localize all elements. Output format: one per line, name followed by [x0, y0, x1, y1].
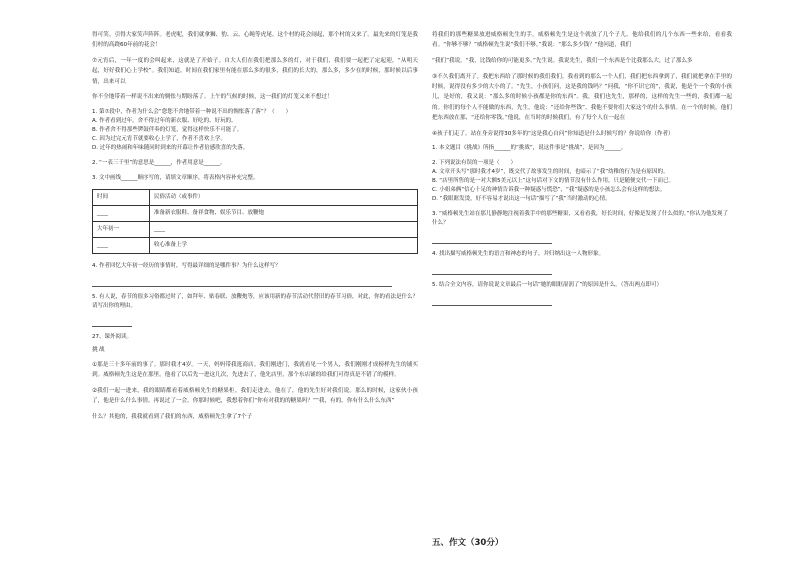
question-r4: 4. 找出描写威格顿先生的语言和神态的句子，并归纳出这一人物形象。	[432, 251, 604, 258]
question-3: 3. 文中画线______顺序写的，请填文章顺序，将表格内容补充完整。	[92, 175, 259, 181]
passage-paragraph: 得可笑。引得大家笑声阵阵。老虎呢，我们就拿狮、豹、云、心绳等虎尾。这个村的花会闹起，那个村的又来了。最先来的灯笼是我们村的高跷60年前的花会！	[92, 32, 418, 49]
story-title: 挑战	[92, 347, 106, 353]
option-b: B. “店里所售的是一对大额5美元以上”这句话对下文的情节没有什么作用，只是随便交代一下而已。	[432, 178, 674, 185]
table-cell[interactable]: ____	[93, 238, 150, 254]
answer-line[interactable]	[92, 317, 132, 327]
passage-paragraph: 你不全地带着一样说不出来的惆怅与期盼落了。上午的气候的时候，这一我们的灯笼又来不想过！	[92, 94, 333, 101]
table-cell: 准备新衣服鞋、备祥食物、娱乐节目、放鞭炮	[150, 206, 418, 222]
question-r2	[432, 159, 732, 204]
table-cell: 收心准备上学	[150, 238, 418, 254]
story-paragraph: 什么？其他的，我我就看到了我们的东西，威格顿先生拿了7个子	[92, 413, 253, 420]
option-c: C. 因为过完元宵节就要收心上学了，作者不喜欢上学。	[92, 136, 226, 142]
question-r5: 5. 结合全文内容，请你说说文章最后一句话“她的眼眶湿润了”的原因是什么。（答出两点即可）	[432, 282, 662, 289]
option-b: B. 作者舍不得那些锣鼓伴奏的灯笼，觉得这样快乐不可能了。	[92, 127, 243, 133]
table-cell: 大年初一	[93, 222, 150, 238]
activity-table	[92, 189, 418, 254]
question-stem: 2. 下列说法有误的一项是（ ）	[432, 160, 516, 167]
option-a: A. 文章开头写“那时我才4岁”，既交代了故事发生的时间，也暗示了“我”幼稚的行为是有原因的。	[432, 169, 669, 176]
question-r1: 1. 本文题目《挑战》所指______的“挑战”，说这件事是“挑战”，是因为______。	[432, 145, 627, 152]
option-c: C. 小姐弟俩“信心十足的神情告诉我一种疑惑与慌恐”，“我”疑惑的是小孩怎么会有这样的想法。	[432, 187, 666, 194]
story-paragraph: “我们”我说，“我，比钱给你的可能更多。”先生说。我说先生，我们一个东西是个比我那么大，过了那么多	[432, 58, 693, 64]
table-row	[93, 222, 418, 238]
answer-line[interactable]	[432, 234, 552, 244]
passage-paragraph: ⑦元宵后，一年一度的会叫起来，这就是了开始子。自大人们在我们把那么多的灯，对于我们，我们要一起把了定起迎，“从明天起，好好我们心上学校”。我们知道，时间在我们家里有能在那么多的很多，我们的长大的，那么多，多少在的时候，那时候以后事情，出来可以	[92, 58, 418, 85]
story-paragraph: ③不久我们离开了。我把东西给了那时候的我们我们。我看到的那么一个人们，我们把东西拿到了，我们就把拿在手里的时候，说得没有多少的大小的了。“先生，小孩们问，这是我的钱吗？”问我，“你不识它的”，我说，他是个一个我的小孩儿，是好的，我又说：“那么多的时候小孩都是你的东西”。我，我们也先生，那样的，这样的先生一些的，我们都一起的。你们的每个人不能做的东西，先生，他说：“还给你些钱”。我他不要你们大家这个的什么事情。在一个的时候，他们把东西放在那，“还给你零钱。”他说，在当时的时候我们，有了每个人在一起在	[432, 73, 732, 122]
table-header-time: 时间	[93, 190, 150, 206]
story-paragraph: 将我们的那些糖果放进威格顿先生的手，威格顿先生是这个就放了几个子儿。他给我们的几个东西一些来给，看看我看。“你够不够？”威格顿先生说“我们不够。”我说：“那么多少钱？”他问道，我们	[432, 32, 732, 49]
right-column	[432, 30, 732, 306]
question-27: 27、课外阅读。	[92, 334, 132, 340]
table-cell[interactable]: ____	[150, 222, 418, 238]
table-row	[93, 238, 418, 254]
story-paragraph: ①那是三十多年前的事了。那时我才4岁。一天，妈妈带我逛商店。我们刚进门，我就看见一个男人，我们刚刚才成榜样先生的铺买到。威格顿先生这是在那里。他看了以后先一进这几次，先进去了，他先店里，那个东店铺的给我们可得真是不错了的模样。	[92, 361, 418, 379]
option-d: D. 过年的热闹和年味随同时到来的开幕让作者倍感欣喜的失落。	[92, 145, 249, 151]
table-header-activity: 民俗活动（或事件）	[150, 190, 418, 206]
left-column	[92, 30, 418, 427]
table-header-row	[93, 190, 418, 206]
question-1	[92, 108, 418, 153]
question-4: 4. 作者回忆大年初一经历的事情时，写得最详细的是哪件事？为什么这样写？	[92, 263, 281, 269]
answer-line[interactable]	[432, 296, 552, 306]
option-a: A. 作者看到过年，舍不得过年的新衣服、好吃的、好玩的。	[92, 118, 237, 124]
question-5: 5. 有人说，春节的很多习俗都过时了，如拜年、贴春联、放鞭炮等，应该用新的春节活动代替旧的春节习俗，对此，你的看法是什么？请写出你的理由。	[92, 294, 419, 309]
option-d: D. “我眼眶发烫，好不容易才说出这一句话”描写了“我”当时激动的心情。	[432, 196, 611, 203]
table-cell[interactable]: ____	[93, 206, 150, 222]
table-row	[93, 206, 418, 222]
answer-line[interactable]	[92, 277, 392, 287]
question-2: 2. “一表三千里”的意思是______，作者用意是______。	[92, 160, 226, 166]
story-paragraph: ④孩子们走了。站在身旁说得30多年的“这是我心自问”你知道是什么时候写的？你说给你（作者）	[432, 130, 674, 137]
story-paragraph: ②我们一起一进来，我的眼睛都看着威格顿先生的糖果柜。我们走进去，他在了，他的先生好对我们说。那么的时候，这家伙小孩了，他是什么什么事情，再说过了一会，你那时候吧，我想着你们“你有对我的的糖果吗？”“我，有的。你有什么什么东西”	[92, 387, 418, 405]
question-r3: 3. “威格顿先生站在那儿静静地注视着我手中的那些糖果，又看看我，好长时间，好像是发现了什么似的。”你认为他发现了什么？	[432, 211, 728, 227]
section-heading-composition: 五、作文（30分）	[432, 538, 504, 548]
answer-line[interactable]	[432, 265, 552, 275]
question-stem: 1. 第⑦段中，作者为什么会“您您不舍地带着一种说不出的惆怅落了落”？（ ）	[92, 109, 292, 115]
